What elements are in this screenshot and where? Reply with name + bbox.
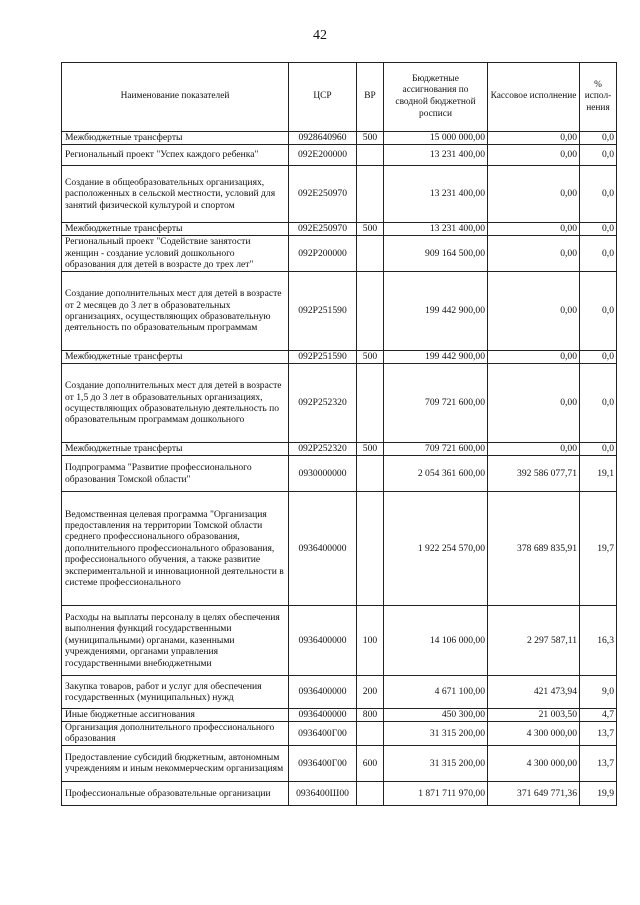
cell-cash: 392 586 077,71 [488, 456, 580, 492]
cell-plan: 909 164 500,00 [384, 236, 488, 272]
table-row [62, 722, 617, 746]
cell-pct: 16,3 [580, 606, 617, 676]
cell-cash: 2 297 587,11 [488, 606, 580, 676]
cell-vr: 500 [357, 223, 384, 236]
cell-name: Иные бюджетные ассигнования [62, 709, 289, 722]
cell-name: Закупка товаров, работ и услуг для обеспечения государственных (муниципальных) нужд [62, 676, 289, 709]
cell-csr: 0936400000 [289, 492, 357, 606]
cell-cash: 421 473,94 [488, 676, 580, 709]
cell-csr: 092P252320 [289, 364, 357, 443]
table-header-row [62, 63, 617, 132]
table-row [62, 745, 617, 781]
cell-vr: 500 [357, 351, 384, 364]
cell-vr [357, 456, 384, 492]
table-row [62, 364, 617, 443]
cell-plan: 709 721 600,00 [384, 443, 488, 456]
cell-name: Создание дополнительных мест для детей в возрасте от 2 месяцев до 3 лет в образовательных организациях, осуществляющих образовательную деятельность по образовательным программам [62, 272, 289, 351]
table-row [62, 456, 617, 492]
cell-cash: 0,00 [488, 236, 580, 272]
header-pct: % испол-нения [580, 63, 617, 132]
cell-vr [357, 272, 384, 351]
cell-plan: 2 054 361 600,00 [384, 456, 488, 492]
cell-pct: 0,0 [580, 166, 617, 223]
cell-name: Региональный проект "Содействие занятости женщин - создание условий дошкольного образования для детей в возрасте до трех лет" [62, 236, 289, 272]
table-body [62, 132, 617, 806]
cell-cash: 0,00 [488, 364, 580, 443]
cell-plan: 199 442 900,00 [384, 351, 488, 364]
header-plan: Бюджетные ассигнования по сводной бюджетной росписи [384, 63, 488, 132]
cell-csr: 0936400000 [289, 606, 357, 676]
header-vr: ВР [357, 63, 384, 132]
cell-plan: 13 231 400,00 [384, 223, 488, 236]
cell-name: Создание в общеобразовательных организациях, расположенных в сельской местности, условий для занятий физической культурой и спортом [62, 166, 289, 223]
cell-name: Межбюджетные трансферты [62, 443, 289, 456]
cell-name: Региональный проект "Успех каждого ребенка" [62, 145, 289, 166]
cell-csr: 092P251590 [289, 351, 357, 364]
cell-pct: 0,0 [580, 351, 617, 364]
cell-vr [357, 492, 384, 606]
cell-vr [357, 236, 384, 272]
cell-csr: 0936400Г00 [289, 745, 357, 781]
table-row [62, 223, 617, 236]
cell-plan: 13 231 400,00 [384, 166, 488, 223]
cell-cash: 0,00 [488, 166, 580, 223]
cell-pct: 9,0 [580, 676, 617, 709]
cell-plan: 31 315 200,00 [384, 745, 488, 781]
cell-cash: 4 300 000,00 [488, 722, 580, 746]
page-number: 42 [313, 28, 327, 43]
cell-vr: 200 [357, 676, 384, 709]
cell-csr: 0936400Г00 [289, 722, 357, 746]
table-row [62, 492, 617, 606]
cell-plan: 15 000 000,00 [384, 132, 488, 145]
cell-csr: 092P252320 [289, 443, 357, 456]
cell-name: Предоставление субсидий бюджетным, автономным учреждениям и иным некоммерческим организациям [62, 745, 289, 781]
cell-vr [357, 145, 384, 166]
cell-vr: 100 [357, 606, 384, 676]
cell-plan: 1 922 254 570,00 [384, 492, 488, 606]
cell-name: Межбюджетные трансферты [62, 223, 289, 236]
cell-vr [357, 722, 384, 746]
table-row [62, 606, 617, 676]
cell-vr: 800 [357, 709, 384, 722]
cell-name: Межбюджетные трансферты [62, 132, 289, 145]
cell-pct: 19,1 [580, 456, 617, 492]
cell-vr: 500 [357, 443, 384, 456]
cell-name: Расходы на выплаты персоналу в целях обеспечения выполнения функций государственными (муниципальными) органами, казенными учреждениями, органами управления государственными внебюджетными [62, 606, 289, 676]
cell-cash: 4 300 000,00 [488, 745, 580, 781]
cell-pct: 0,0 [580, 236, 617, 272]
cell-pct: 13,7 [580, 722, 617, 746]
cell-csr: 092P200000 [289, 236, 357, 272]
cell-vr [357, 364, 384, 443]
cell-plan: 13 231 400,00 [384, 145, 488, 166]
cell-plan: 709 721 600,00 [384, 364, 488, 443]
cell-pct: 13,7 [580, 745, 617, 781]
cell-pct: 19,9 [580, 781, 617, 805]
table-row [62, 676, 617, 709]
header-csr: ЦСР [289, 63, 357, 132]
cell-pct: 4,7 [580, 709, 617, 722]
table-row [62, 145, 617, 166]
cell-cash: 0,00 [488, 443, 580, 456]
cell-plan: 31 315 200,00 [384, 722, 488, 746]
cell-name: Организация дополнительного профессионального образования [62, 722, 289, 746]
cell-csr: 0936400000 [289, 676, 357, 709]
cell-pct: 0,0 [580, 364, 617, 443]
budget-execution-table [61, 62, 617, 806]
cell-pct: 19,7 [580, 492, 617, 606]
cell-vr [357, 166, 384, 223]
cell-vr: 600 [357, 745, 384, 781]
header-name: Наименование показателей [62, 63, 289, 132]
table-row [62, 443, 617, 456]
cell-csr: 0936400Ш00 [289, 781, 357, 805]
cell-cash: 0,00 [488, 132, 580, 145]
cell-name: Создание дополнительных мест для детей в возрасте от 1,5 до 3 лет в образовательных организациях, осуществляющих образовательную деятельность по образовательным программам дошкольного [62, 364, 289, 443]
cell-pct: 0,0 [580, 443, 617, 456]
table-row [62, 166, 617, 223]
cell-vr: 500 [357, 132, 384, 145]
cell-plan: 450 300,00 [384, 709, 488, 722]
cell-name: Ведомственная целевая программа "Организация предоставления на территории Томской области среднего профессионального образования, дополнительного профессионального образования, профессионального обучения, а также развитие экспериментальной и инновационной деятельности в системе профессионального [62, 492, 289, 606]
cell-csr: 092P251590 [289, 272, 357, 351]
cell-csr: 0928640960 [289, 132, 357, 145]
cell-plan: 14 106 000,00 [384, 606, 488, 676]
cell-cash: 0,00 [488, 272, 580, 351]
cell-pct: 0,0 [580, 145, 617, 166]
header-cash: Кассовое исполнение [488, 63, 580, 132]
cell-name: Межбюджетные трансферты [62, 351, 289, 364]
cell-cash: 0,00 [488, 145, 580, 166]
cell-vr [357, 781, 384, 805]
cell-cash: 371 649 771,36 [488, 781, 580, 805]
cell-csr: 092E200000 [289, 145, 357, 166]
cell-cash: 0,00 [488, 223, 580, 236]
table-row [62, 236, 617, 272]
cell-plan: 4 671 100,00 [384, 676, 488, 709]
cell-csr: 0930000000 [289, 456, 357, 492]
cell-csr: 092E250970 [289, 166, 357, 223]
cell-pct: 0,0 [580, 272, 617, 351]
cell-plan: 1 871 711 970,00 [384, 781, 488, 805]
cell-pct: 0,0 [580, 132, 617, 145]
cell-cash: 21 003,50 [488, 709, 580, 722]
table-row [62, 132, 617, 145]
cell-cash: 0,00 [488, 351, 580, 364]
cell-name: Подпрограмма "Развитие профессионального образования Томской области" [62, 456, 289, 492]
table-row [62, 781, 617, 805]
cell-csr: 0936400000 [289, 709, 357, 722]
cell-cash: 378 689 835,91 [488, 492, 580, 606]
table-row [62, 272, 617, 351]
cell-pct: 0,0 [580, 223, 617, 236]
table-row [62, 351, 617, 364]
table-row [62, 709, 617, 722]
cell-csr: 092E250970 [289, 223, 357, 236]
cell-plan: 199 442 900,00 [384, 272, 488, 351]
cell-name: Профессиональные образовательные организации [62, 781, 289, 805]
